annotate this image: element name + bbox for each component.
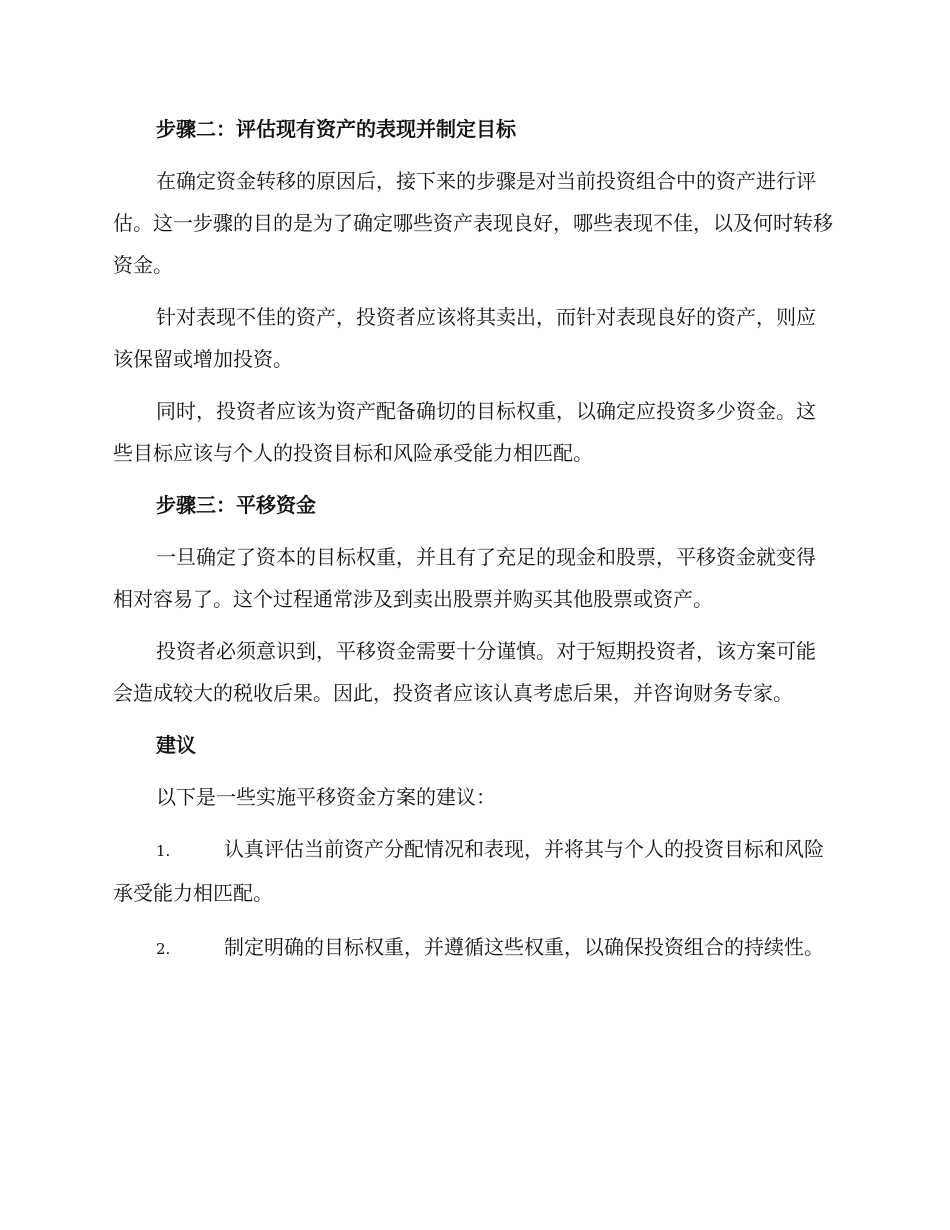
section2-paragraph-3: 同时，投资者应该为资产配备确切的目标权重，以确定应投资多少资金。这些目标应该与个人的投资目标和风险承受能力相匹配。 [113,399,816,465]
recommendations-heading: 建议 [156,733,196,757]
section2-paragraph-2: 针对表现不佳的资产，投资者应该将其卖出，而针对表现良好的资产，则应该保留或增加投资。 [113,305,816,371]
recommendations-intro: 以下是一些实施平移资金方案的建议： [156,785,496,809]
list-item-number: 2. [156,940,171,958]
section2-paragraph-1: 在确定资金转移的原因后，接下来的步骤是对当前投资组合中的资产进行评估。这一步骤的目的是为了确定哪些资产表现良好，哪些表现不佳，以及何时转移资金。 [113,169,833,277]
section3-heading: 步骤三：平移资金 [156,493,316,517]
section2-heading: 步骤二：评估现有资产的表现并制定目标 [156,117,516,141]
section3-paragraph-1: 一旦确定了资本的目标权重，并且有了充足的现金和股票，平移资金就变得相对容易了。这个过程通常涉及到卖出股票并购买其他股票或资产。 [113,545,816,611]
document-page [113,108,833,982]
list-item [113,926,833,970]
list-item-number: 1. [156,842,171,860]
section3-paragraph-2: 投资者必须意识到，平移资金需要十分谨慎。对于短期投资者，该方案可能会造成较大的税收后果。因此，投资者应该认真考虑后果，并咨询财务专家。 [113,639,816,705]
list-item-text: 认真评估当前资产分配情况和表现，并将其与个人的投资目标和风险承受能力相匹配。 [113,837,824,905]
list-item-text: 制定明确的目标权重，并遵循这些权重，以确保投资组合的持续性。 [224,935,824,959]
list-item [113,828,833,914]
